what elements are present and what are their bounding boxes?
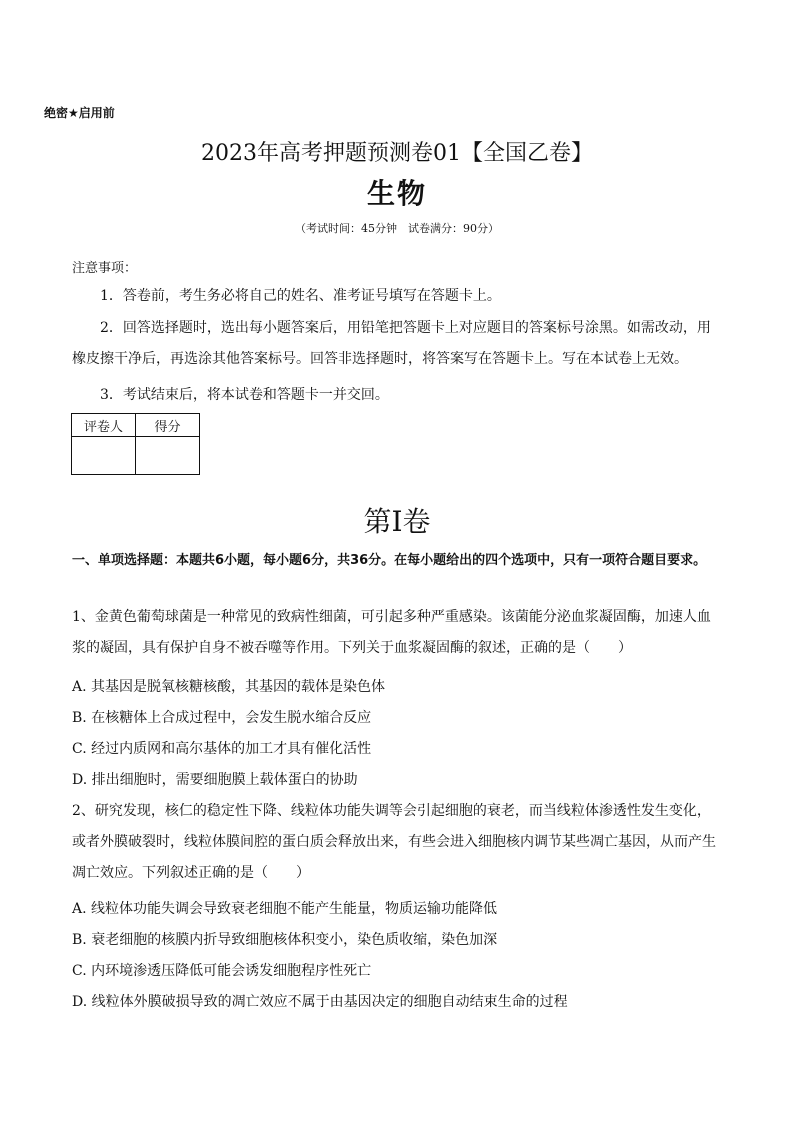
question-2-option-b: B. 衰老细胞的核膜内折导致细胞核体积变小，染色质收缩，染色加深 [72, 932, 498, 948]
note-item-2: 2．回答选择题时，选出每小题答案后，用铅笔把答题卡上对应题目的答案标号涂黑。如需改动，用橡皮擦干净后，再选涂其他答案标号。回答非选择题时，将答案写在答题卡上。写在本试卷上无效。 [72, 320, 711, 367]
question-1-option-a: A. 其基因是脱氧核糖核酸，其基因的载体是染色体 [72, 679, 386, 695]
question-1-option-c: C. 经过内质网和高尔基体的加工才具有催化活性 [72, 741, 372, 757]
question-1-option-d: D. 排出细胞时，需要细胞膜上载体蛋白的协助 [72, 772, 358, 788]
subject-title: 生物 [366, 177, 427, 210]
section-heading: 一、单项选择题：本题共6小题，每小题6分，共36分。在每小题给出的四个选项中，只有一项符合题目要求。 [72, 553, 707, 568]
notes-heading: 注意事项： [72, 261, 138, 276]
note-item-1: 1．答卷前，考生务必将自己的姓名、准考证号填写在答题卡上。 [100, 288, 501, 304]
score-cell[interactable] [136, 437, 200, 475]
score-header: 得分 [136, 414, 200, 437]
question-2-option-c: C. 内环境渗透压降低可能会诱发细胞程序性死亡 [72, 963, 372, 979]
part-title: 第I卷 [363, 505, 431, 538]
exam-info: （考试时间：45分钟 试卷满分：90分） [295, 222, 499, 235]
grader-cell[interactable] [72, 437, 136, 475]
question-1-stem: 1、金黄色葡萄球菌是一种常见的致病性细菌，可引起多种严重感染。该菌能分泌血浆凝固酶，加速人血浆的凝固，具有保护自身不被吞噬等作用。下列关于血浆凝固酶的叙述，正确的是（ ） [72, 609, 711, 656]
confidential-label: 绝密★启用前 [44, 106, 115, 120]
note-item-3: 3．考试结束后，将本试卷和答题卡一并交回。 [100, 387, 389, 403]
question-2-stem: 2、研究发现，核仁的稳定性下降、线粒体功能失调等会引起细胞的衰老，而当线粒体渗透性发生变化，或者外膜破裂时，线粒体膜间腔的蛋白质会释放出来，有些会进入细胞核内调节某些凋亡基因，从而产生凋亡效应。下列叙述正确的是（ ） [72, 803, 716, 881]
grader-header: 评卷人 [72, 414, 136, 437]
question-2-option-a: A. 线粒体功能失调会导致衰老细胞不能产生能量，物质运输功能降低 [72, 901, 498, 917]
grading-table [71, 413, 200, 475]
question-2-option-d: D. 线粒体外膜破损导致的凋亡效应不属于由基因决定的细胞自动结束生命的过程 [72, 994, 568, 1010]
exam-title: 2023年高考押题预测卷01【全国乙卷】 [201, 141, 593, 166]
question-1-option-b: B. 在核糖体上合成过程中，会发生脱水缩合反应 [72, 710, 372, 726]
